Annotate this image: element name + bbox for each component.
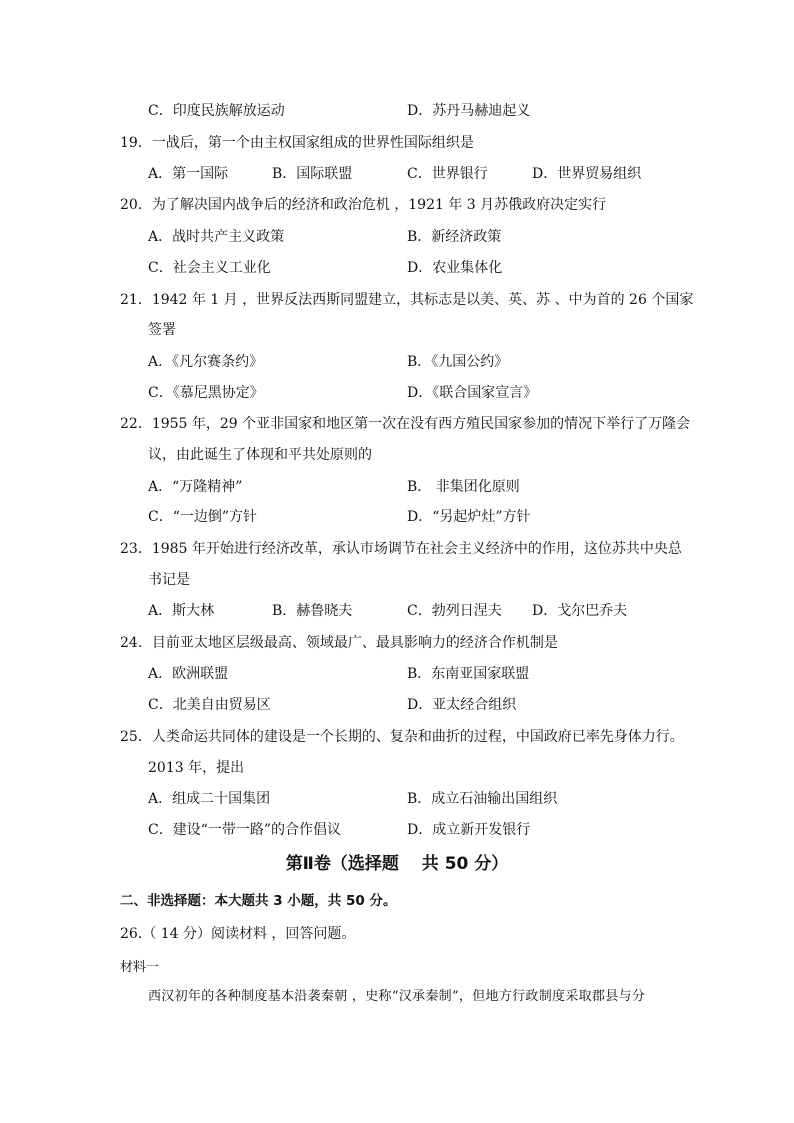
q20-option-b: B．新经济政策 — [407, 229, 502, 245]
q22-stem: 22．1955 年，29 个亚非国家和地区第一次在没有西方殖民国家参加的情况下举行了万隆会 — [120, 416, 691, 432]
q19-option-a: A．第一国际 — [148, 166, 229, 182]
q19-option-b: B．国际联盟 — [272, 166, 353, 182]
q21-option-d: D．《联合国家宣言》 — [407, 385, 538, 401]
q24-stem: 24．目前亚太地区层级最高、领域最广、最具影响力的经济合作机制是 — [120, 635, 558, 651]
q20-option-d: D．农业集体化 — [407, 260, 503, 276]
q24-option-b: B．东南亚国家联盟 — [407, 666, 530, 682]
q23-option-b: B．赫鲁晓夫 — [272, 603, 353, 619]
q19-option-c: C．世界银行 — [407, 166, 488, 182]
q21-option-c: C．《慕尼黑协定》 — [148, 385, 264, 401]
q22-option-b: B． 非集团化原则 — [407, 479, 520, 495]
section-2-title: 第Ⅱ卷（选择题 共 50 分） — [285, 854, 509, 874]
q22-option-a: A．“万隆精神” — [148, 479, 243, 495]
q23-stem: 23．1985 年开始进行经济改革，承认市场调节在社会主义经济中的作用，这位苏共中央总 — [120, 541, 682, 557]
q22-option-c: C．“一边倒”方针 — [148, 509, 258, 525]
q20-option-a: A．战时共产主义政策 — [148, 229, 285, 245]
q24-option-c: C．北美自由贸易区 — [148, 697, 271, 713]
q23-option-a: A．斯大林 — [148, 603, 215, 619]
material-1-label: 材料一 — [120, 960, 160, 975]
q25-option-c: C．建设“一带一路”的合作倡议 — [148, 822, 342, 838]
q20-stem: 20．为了解决国内战争后的经济和政治危机 ，1921 年 3 月苏俄政府决定实行 — [120, 197, 607, 213]
q23-option-d: D．戈尔巴乔夫 — [532, 603, 628, 619]
q25-stem: 25．人类命运共同体的建设是一个长期的、复杂和曲折的过程，中国政府已率先身体力行。 — [120, 729, 684, 745]
q25-option-d: D．成立新开发银行 — [407, 822, 531, 838]
q23-stem-cont: 书记是 — [148, 572, 190, 588]
q25-stem-cont: 2013 年，提出 — [148, 760, 245, 776]
q26-stem: 26.（ 14 分）阅读材料 ，回答问题。 — [120, 926, 356, 942]
q19-option-d: D．世界贸易组织 — [532, 166, 642, 182]
q24-option-d: D．亚太经合组织 — [407, 697, 517, 713]
q21-option-b: B．《九国公约》 — [407, 354, 509, 370]
q23-option-c: C．勃列日涅夫 — [407, 603, 502, 619]
q18-option-c: C．印度民族解放运动 — [148, 103, 285, 119]
q20-option-c: C．社会主义工业化 — [148, 260, 271, 276]
q21-stem-cont: 签署 — [148, 322, 176, 338]
q24-option-a: A．欧洲联盟 — [148, 666, 229, 682]
material-1-text: 西汉初年的各种制度基本沿袭秦朝 ，史称“汉承秦制”，但地方行政制度采取郡县与分 — [148, 989, 646, 1004]
q19-stem: 19．一战后，第一个由主权国家组成的世界性国际组织是 — [120, 135, 474, 151]
q21-option-a: A．《凡尔赛条约》 — [148, 354, 264, 370]
q21-stem: 21．1942 年 1 月 ，世界反法西斯同盟建立，其标志是以美、英、苏 、中为首的 26 个国家 — [120, 292, 694, 308]
section-2-heading: 二、非选择题：本大题共 3 小题，共 50 分。 — [120, 893, 397, 909]
q25-option-b: B．成立石油输出国组织 — [407, 791, 558, 807]
q25-option-a: A．组成二十国集团 — [148, 791, 271, 807]
q22-option-d: D．“另起炉灶”方针 — [407, 509, 531, 525]
q18-option-d: D．苏丹马赫迪起义 — [407, 103, 531, 119]
q22-stem-cont: 议，由此诞生了体现和平共处原则的 — [148, 447, 372, 463]
